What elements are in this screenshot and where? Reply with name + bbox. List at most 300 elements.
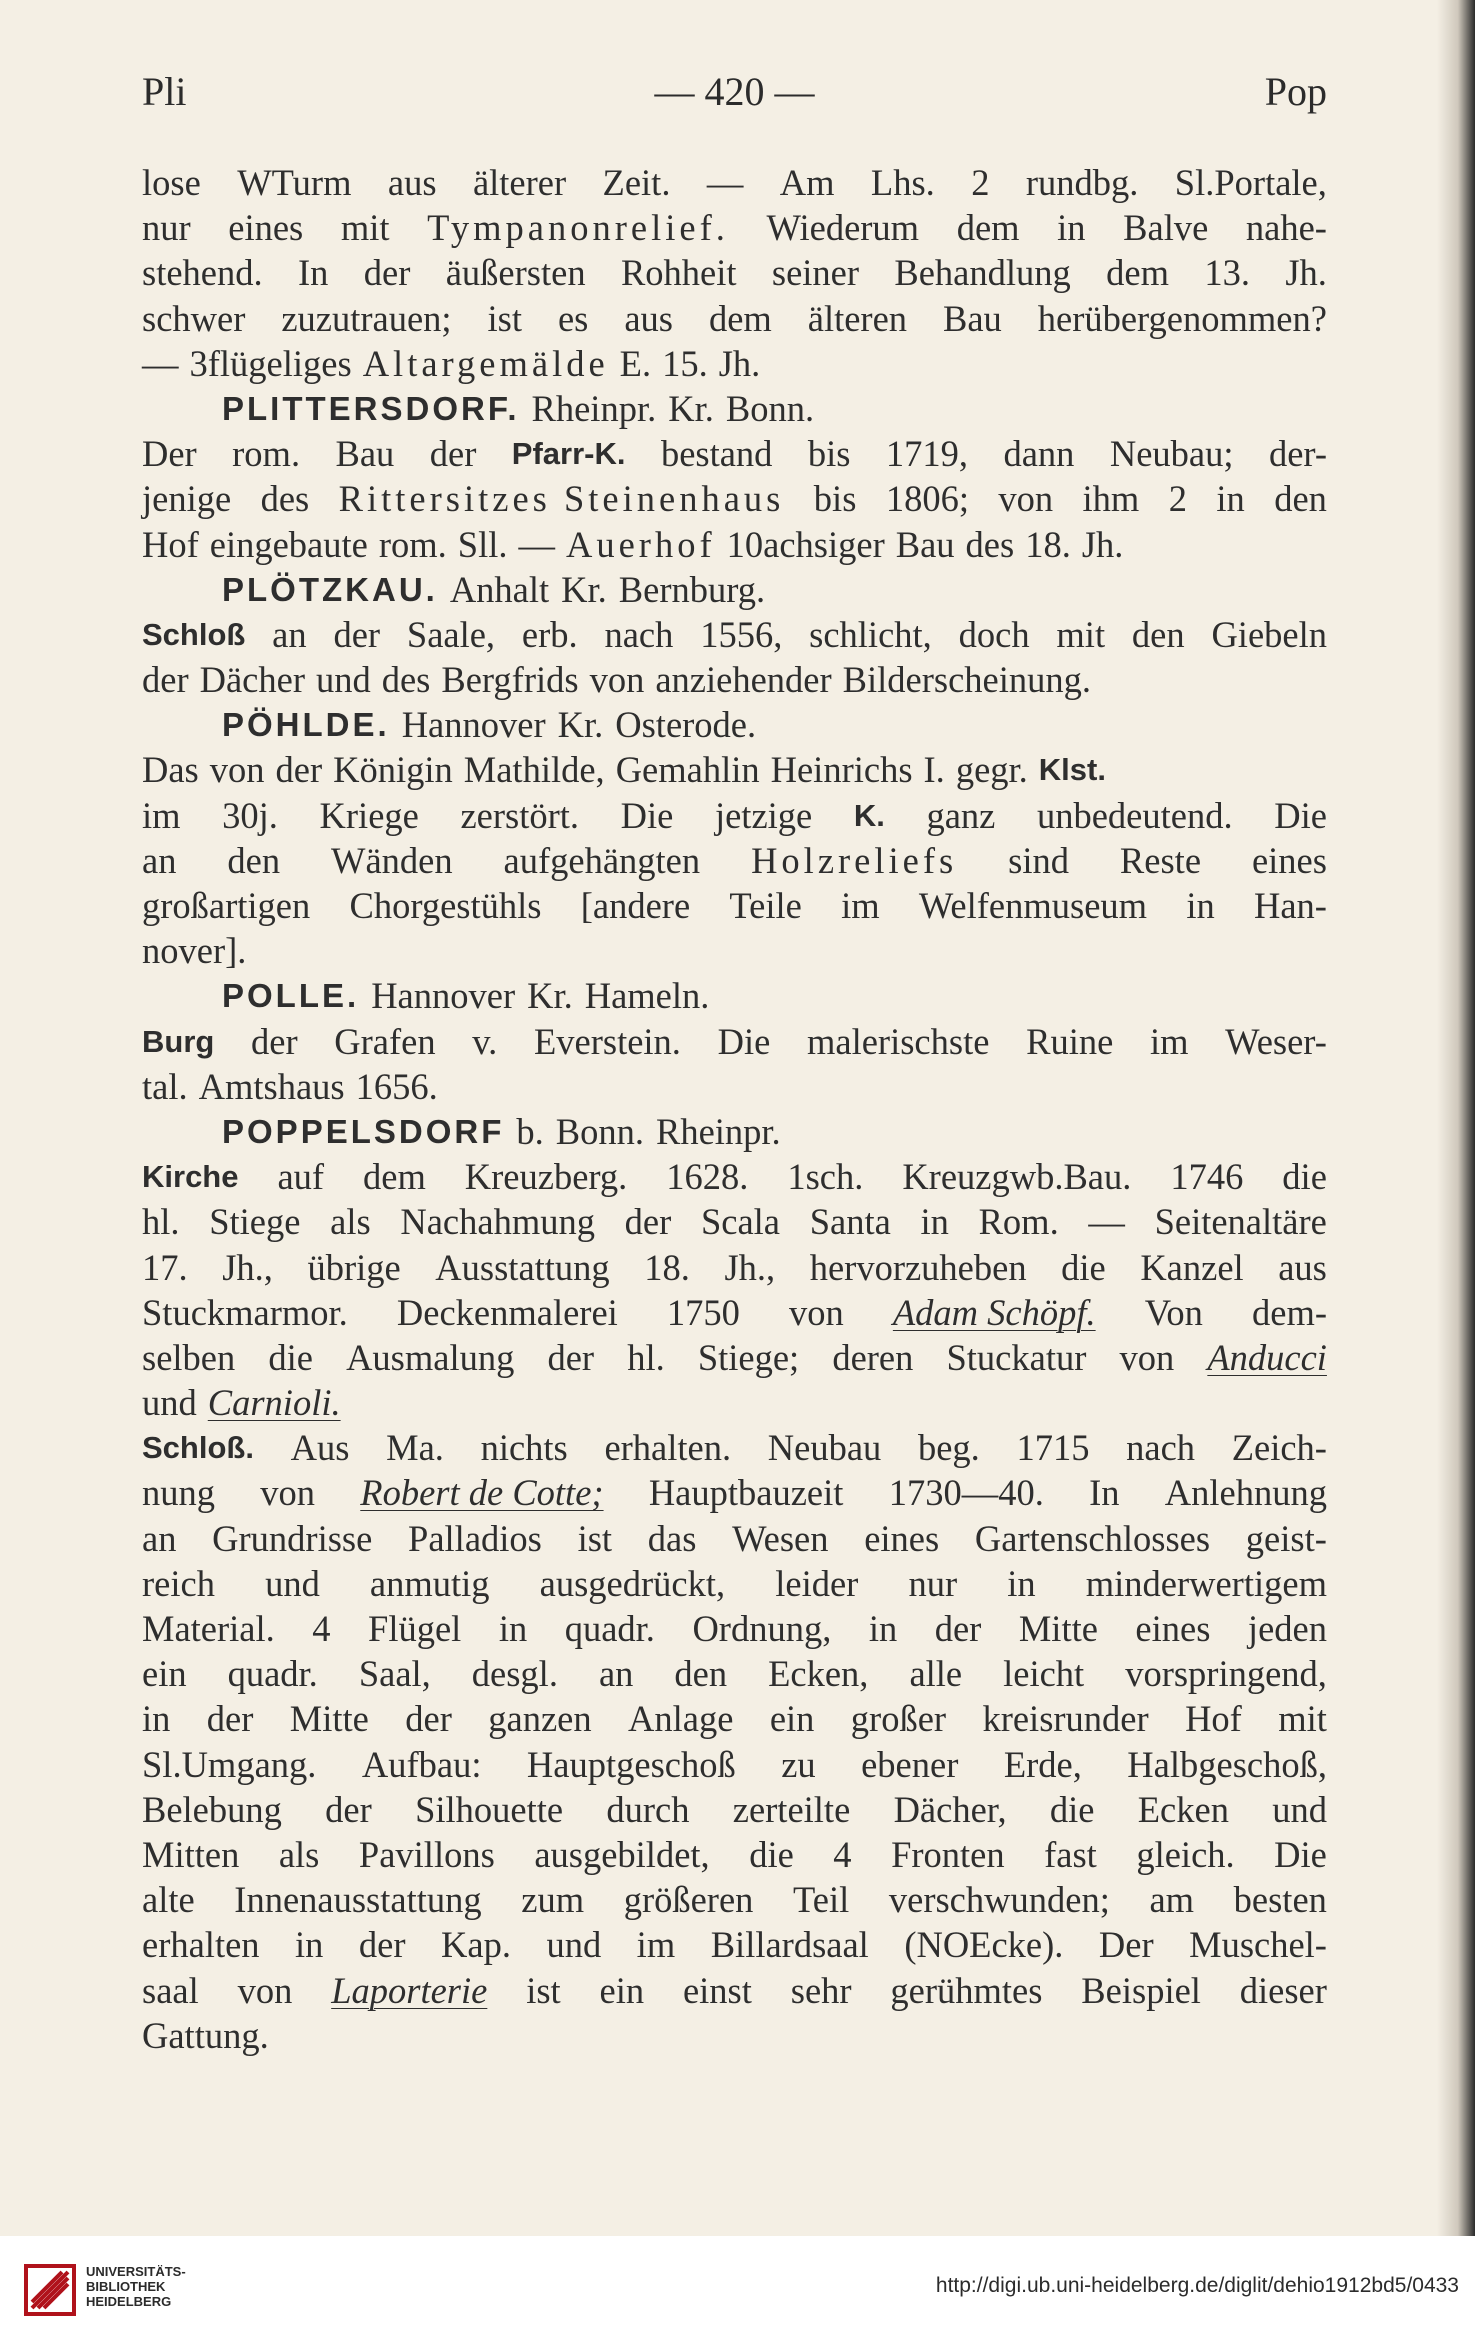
library-logo-icon	[22, 2262, 78, 2318]
word: lose	[142, 162, 201, 203]
word: in	[1186, 885, 1215, 926]
word: jeden	[1247, 1608, 1327, 1649]
word: der	[142, 659, 189, 701]
word: Pavillons	[358, 1833, 495, 1875]
word: Stuckmarmor.	[142, 1291, 348, 1333]
word: (NOEcke).	[904, 1924, 1064, 1966]
word: 18.	[1025, 523, 1071, 565]
word: sind	[1008, 839, 1069, 881]
word: Amtshaus	[198, 1065, 345, 1107]
word: Stiege;	[697, 1336, 800, 1378]
word: v.	[472, 1020, 498, 1062]
word: Sl.Umgang.	[142, 1743, 317, 1785]
word: in	[142, 1698, 171, 1740]
word: von	[260, 1472, 316, 1514]
text-line	[142, 1064, 1327, 1109]
word: Bau	[895, 523, 955, 565]
word: ausgebildet,	[534, 1833, 710, 1875]
word: 17.	[142, 1246, 188, 1288]
text-line	[142, 928, 1327, 973]
word: dem-	[1252, 1291, 1327, 1333]
word: minderwertigem	[1085, 1562, 1327, 1604]
library-name	[86, 2264, 186, 2309]
word: Saale,	[406, 613, 496, 655]
word: von	[209, 749, 265, 791]
word: Gemahlin	[615, 749, 760, 791]
word: 10achsiger	[726, 523, 885, 565]
word: Die	[620, 794, 674, 836]
word: 1656.	[355, 1065, 438, 1107]
word: aus	[387, 162, 437, 203]
word: herübergenommen?	[1037, 297, 1327, 339]
word: Lhs.	[870, 162, 935, 203]
word: Ausmalung	[346, 1336, 515, 1378]
word: des	[381, 659, 431, 701]
word: aufgehängten	[503, 839, 701, 881]
word: Am	[779, 162, 835, 203]
library-name-line: BIBLIOTHEK	[86, 2279, 166, 2294]
word: ganz	[926, 794, 996, 836]
word: quadr.	[227, 1653, 318, 1695]
word: Balve	[1123, 207, 1209, 249]
word: in	[498, 1608, 528, 1649]
word: nover].	[142, 930, 247, 972]
word: Bergfrids	[441, 659, 579, 701]
word: dieser	[1239, 1969, 1327, 2011]
word: des	[260, 478, 310, 520]
word: Kr.	[561, 568, 607, 610]
keyword: Schloß.	[142, 1430, 254, 1466]
word: Billardsaal	[710, 1924, 869, 1966]
spaced-term: Tympanonrelief.	[427, 207, 729, 249]
word: erb.	[521, 613, 578, 655]
word: Weser-	[1225, 1020, 1327, 1062]
word: der	[333, 613, 381, 655]
word: Bau	[943, 297, 1002, 339]
word: Han-	[1253, 885, 1327, 926]
text-line	[142, 1787, 1327, 1832]
word: rundbg.	[1025, 162, 1139, 203]
word: älteren	[807, 297, 908, 339]
word: Grundrisse	[212, 1517, 373, 1559]
word: gerühmtes	[890, 1969, 1043, 2011]
word: Anlehnung	[1164, 1472, 1327, 1514]
word: Jh.,	[222, 1246, 273, 1288]
word: in	[295, 1924, 324, 1966]
text-line	[142, 612, 1327, 657]
text-line	[142, 431, 1327, 476]
word: Halbgeschoß,	[1127, 1743, 1327, 1785]
word: Stiege	[209, 1201, 301, 1243]
word: Reste	[1119, 839, 1202, 881]
running-header	[142, 68, 1327, 128]
word: in	[1007, 1562, 1036, 1604]
word: und	[315, 659, 371, 701]
text-line	[142, 1968, 1327, 2013]
word: als	[330, 1201, 371, 1243]
word: 1730—40.	[888, 1472, 1044, 1514]
word: erhalten	[142, 1924, 260, 1966]
place-name-heading: POPPELSDORF	[222, 1112, 505, 1150]
word: doch	[958, 613, 1030, 655]
word: Anhalt	[449, 568, 550, 610]
word: großer	[850, 1698, 947, 1740]
word: ihm	[1082, 478, 1140, 520]
word: Rheinpr.	[655, 1110, 781, 1152]
spaced-term: Altargemälde	[362, 342, 609, 384]
word: Kap.	[441, 1924, 511, 1966]
text-line	[142, 205, 1327, 250]
word: rom.	[378, 523, 447, 565]
word: In	[1089, 1472, 1120, 1514]
word: Sll.	[457, 523, 508, 565]
source-url-link[interactable]: http://digi.ub.uni-heidelberg.de/diglit/dehio1912bd5/0433	[935, 2274, 1459, 2297]
word: Die	[1274, 794, 1327, 836]
text-line	[142, 1290, 1327, 1335]
word: 15.	[662, 342, 708, 384]
word: verschwunden;	[888, 1879, 1110, 1921]
word: 1806;	[885, 478, 969, 520]
text-line	[142, 296, 1327, 341]
word: nichts	[480, 1427, 568, 1469]
word: mit	[1278, 1698, 1327, 1740]
word: In	[297, 252, 329, 294]
word: an	[142, 1517, 177, 1559]
word: Teil	[793, 1879, 850, 1921]
word: 1715	[1016, 1427, 1090, 1469]
word: seiner	[771, 252, 860, 294]
word: 4	[312, 1608, 331, 1649]
word: Anlage	[628, 1698, 734, 1740]
word: Jh.	[1285, 252, 1327, 294]
text-line	[142, 476, 1327, 521]
word: nahe-	[1245, 207, 1327, 249]
word: desgl.	[471, 1653, 558, 1695]
word: einst	[682, 1969, 752, 2011]
word: großartigen	[142, 885, 311, 926]
word: an	[142, 839, 177, 881]
word: Deckenmalerei	[396, 1291, 618, 1333]
entry-heading-line	[142, 386, 1327, 431]
header-right: Pop	[1264, 69, 1327, 114]
word: b.	[516, 1110, 544, 1152]
word: die	[1282, 1156, 1327, 1198]
word: hl.	[142, 1201, 180, 1243]
text-line	[142, 1742, 1327, 1787]
word: der	[251, 1020, 298, 1062]
word: in	[920, 1201, 949, 1243]
word: der	[624, 1201, 672, 1243]
word: ist	[577, 1517, 613, 1559]
word: Everstein.	[533, 1020, 681, 1062]
text-line	[142, 1606, 1327, 1651]
word: Behandlung	[894, 252, 1071, 294]
word: Nachahmung	[400, 1201, 595, 1243]
word: Santa	[809, 1201, 891, 1243]
word: eines	[1251, 839, 1327, 881]
artist-name: Adam Schöpf.	[892, 1291, 1096, 1333]
word: Der	[1098, 1924, 1154, 1966]
word: am	[1149, 1879, 1195, 1921]
word: schlicht,	[809, 613, 932, 655]
word: zerteilte	[732, 1788, 851, 1830]
word: Rom.	[978, 1201, 1059, 1243]
word: 1sch.	[787, 1156, 864, 1198]
word: durch	[606, 1788, 690, 1830]
word: 13.	[1204, 252, 1250, 294]
word: Innenausstattung	[234, 1879, 482, 1921]
word: im	[142, 794, 181, 836]
word: vorspringend,	[1125, 1653, 1327, 1695]
text-line	[142, 1335, 1327, 1380]
text-line	[142, 1470, 1327, 1515]
word: Flügel	[368, 1608, 462, 1649]
artist-name: Laporterie	[331, 1969, 488, 2011]
word: nur	[908, 1562, 958, 1604]
word: Hauptbauzeit	[648, 1472, 844, 1514]
word: beg.	[917, 1427, 980, 1469]
word: zerstört.	[460, 794, 580, 836]
word: Zeich-	[1231, 1427, 1327, 1469]
word: —	[142, 342, 179, 384]
word: Fronten	[891, 1833, 1005, 1875]
library-name-line: HEIDELBERG	[86, 2294, 172, 2309]
keyword: Kirche	[142, 1159, 239, 1195]
word: den	[1131, 613, 1185, 655]
word: Ecken,	[768, 1653, 869, 1695]
word: fast	[1044, 1833, 1097, 1875]
word: dem	[708, 297, 772, 339]
word: [andere	[580, 885, 691, 926]
text-line	[142, 838, 1327, 883]
word: Wiederum	[766, 207, 920, 249]
artist-name: Anducci	[1207, 1336, 1327, 1378]
keyword: K.	[853, 797, 885, 833]
word: reich	[142, 1562, 215, 1604]
word: saal	[142, 1969, 199, 2011]
word: Hauptgeschoß	[526, 1743, 736, 1785]
word: tal.	[142, 1065, 188, 1107]
word: der	[363, 252, 411, 294]
word: und	[546, 1924, 602, 1966]
word: der	[358, 1924, 406, 1966]
word: Bilderscheinung.	[842, 659, 1092, 701]
word: der	[429, 433, 477, 475]
word: Ecken	[1137, 1788, 1229, 1830]
word: Wänden	[331, 839, 453, 881]
word: Material.	[142, 1608, 275, 1649]
word: Heinrichs	[770, 749, 913, 791]
word: Jh.,	[724, 1246, 776, 1288]
word: stehend.	[142, 252, 263, 294]
word: Kanzel	[1140, 1246, 1244, 1288]
word: der	[206, 1698, 254, 1740]
word: E.	[619, 342, 652, 384]
word: eingebaute	[209, 523, 368, 565]
word: und	[265, 1562, 320, 1604]
page-number: — 420 —	[654, 69, 815, 114]
word: im	[1149, 1020, 1189, 1062]
word: Bau	[335, 433, 395, 475]
word: 4	[833, 1833, 852, 1875]
word: erhalten.	[604, 1427, 732, 1469]
text-line	[142, 1425, 1327, 1470]
artist-name: Robert de Cotte;	[360, 1472, 604, 1514]
word: dem	[363, 1156, 426, 1198]
text-line	[142, 1561, 1327, 1606]
word: —	[518, 523, 555, 565]
word: Königin	[333, 749, 453, 791]
word: Ruine	[1026, 1020, 1114, 1062]
word: Mitte	[1018, 1608, 1098, 1649]
word: 1556,	[700, 613, 783, 655]
word: und	[1272, 1788, 1327, 1830]
text-line	[142, 250, 1327, 295]
word: Ma.	[386, 1427, 444, 1469]
word: Bonn.	[555, 1110, 644, 1152]
word: Das	[142, 749, 199, 791]
word: alte	[142, 1879, 195, 1921]
word: Osterode.	[615, 704, 757, 746]
word: anmutig	[369, 1562, 490, 1604]
word: ganzen	[488, 1698, 592, 1740]
word: der	[275, 749, 323, 791]
word: aus	[1278, 1246, 1327, 1288]
word: ausgedrückt,	[539, 1562, 726, 1604]
word: die	[1061, 1246, 1106, 1288]
word: an	[272, 613, 307, 655]
word: ist	[526, 1969, 561, 2011]
word: der	[934, 1608, 982, 1649]
spaced-term: Holzreliefs	[751, 839, 958, 881]
word: leider	[775, 1562, 859, 1604]
word: mit	[340, 207, 390, 249]
word: der	[325, 1788, 372, 1830]
word: besten	[1233, 1879, 1327, 1921]
word: Gattung.	[142, 2014, 269, 2056]
word: von	[1119, 1336, 1175, 1378]
text-line	[142, 522, 1327, 567]
word: Von	[1144, 1291, 1203, 1333]
word: quadr.	[564, 1608, 655, 1649]
word: bis	[807, 433, 851, 475]
word: Welfenmuseum	[918, 885, 1148, 926]
word: zum	[521, 1879, 585, 1921]
word: Mitten	[142, 1833, 240, 1875]
place-name-heading: PLÖTZKAU.	[222, 570, 438, 608]
body-text	[142, 160, 1327, 2058]
word: von	[789, 1291, 844, 1333]
entry-heading-line	[142, 1109, 1327, 1154]
word: in	[868, 1608, 898, 1649]
text-line	[142, 1199, 1327, 1244]
word: eines	[228, 207, 304, 249]
word: Neubau	[767, 1427, 882, 1469]
word: im	[841, 885, 880, 926]
word: Seitenaltäre	[1154, 1201, 1327, 1243]
word: die	[268, 1336, 313, 1378]
word: Neubau;	[1109, 433, 1234, 475]
word: von	[589, 659, 645, 701]
word: 2	[1168, 478, 1187, 520]
word: und	[142, 1382, 197, 1424]
word: Kr.	[557, 704, 604, 746]
word: Silhouette	[415, 1788, 564, 1830]
word: den	[227, 839, 281, 881]
word: Der	[142, 433, 197, 475]
word: Beispiel	[1081, 1969, 1201, 2011]
word: Sl.Portale,	[1174, 162, 1327, 203]
word: anziehender	[655, 659, 832, 701]
word: größeren	[623, 1879, 754, 1921]
word: nach	[1126, 1427, 1196, 1469]
word: 1746	[1170, 1156, 1244, 1198]
word: 1750	[666, 1291, 740, 1333]
word: leicht	[1003, 1653, 1085, 1695]
place-name-heading: PÖHLDE.	[222, 706, 390, 744]
place-name-heading: PLITTERSDORF.	[222, 389, 520, 427]
entry-heading-line	[142, 567, 1327, 612]
word: 1719,	[885, 433, 969, 475]
spaced-term: Auerhof	[566, 523, 716, 565]
word: dem	[956, 207, 1020, 249]
text-line	[142, 1154, 1327, 1199]
word: Ausstattung	[435, 1246, 610, 1288]
word: Mitte	[289, 1698, 369, 1740]
keyword: Klst.	[1038, 752, 1106, 788]
word: der	[547, 1336, 595, 1378]
word: Jh.	[1081, 523, 1124, 565]
word: Hof	[142, 523, 199, 565]
word: Hannover	[401, 704, 546, 746]
word: Dächer,	[893, 1788, 1007, 1830]
word: selben	[142, 1336, 236, 1378]
word: das	[647, 1517, 697, 1559]
word: bis	[813, 478, 857, 520]
word: von	[998, 478, 1054, 520]
word: rom.	[232, 433, 301, 475]
keyword: Burg	[142, 1023, 215, 1059]
word: Kreuzberg.	[464, 1156, 628, 1198]
word: malerischste	[806, 1020, 990, 1062]
word: nur	[142, 207, 191, 249]
entry-heading-line	[142, 702, 1327, 747]
word: im	[636, 1924, 676, 1966]
text-line	[142, 2013, 1327, 2058]
word: als	[278, 1833, 320, 1875]
word: des	[965, 523, 1015, 565]
word: die	[749, 1833, 794, 1875]
word: —	[1088, 1201, 1125, 1243]
word: Die	[717, 1020, 771, 1062]
word: 3flügeliges	[189, 342, 352, 384]
word: Wesen	[732, 1517, 829, 1559]
word: Rheinpr.	[531, 387, 657, 429]
word: WTurm	[237, 162, 352, 203]
word: die	[1049, 1788, 1095, 1830]
word: zu	[781, 1743, 816, 1785]
word: Hannover	[371, 975, 516, 1017]
word: Belebung	[142, 1788, 282, 1830]
word: Gartenschlosses	[974, 1517, 1211, 1559]
entry-heading-line	[142, 973, 1327, 1018]
word: an	[598, 1653, 634, 1695]
word: gegr.	[955, 749, 1028, 791]
word: den	[1274, 478, 1327, 520]
word: gleich.	[1136, 1833, 1235, 1875]
word: zuzutrauen;	[281, 297, 452, 339]
word: Die	[1274, 1833, 1327, 1875]
